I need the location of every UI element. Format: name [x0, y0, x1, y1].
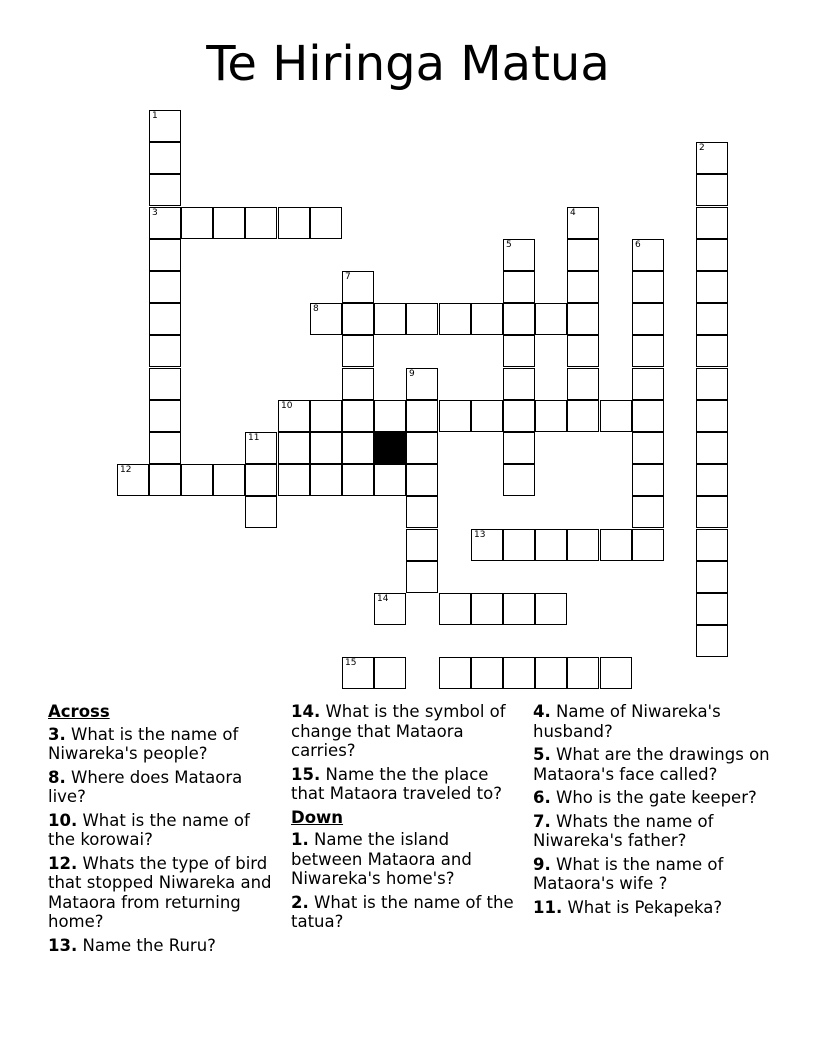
grid-cell[interactable]: [342, 303, 374, 335]
grid-cell[interactable]: [503, 657, 535, 689]
grid-cell[interactable]: [503, 432, 535, 464]
grid-cell[interactable]: [149, 271, 181, 303]
grid-cell[interactable]: [567, 207, 599, 239]
grid-cell[interactable]: [310, 432, 342, 464]
clue-number: 2: [699, 143, 705, 153]
grid-cell[interactable]: [374, 657, 406, 689]
grid-cell[interactable]: [503, 400, 535, 432]
grid-cell[interactable]: [696, 142, 728, 174]
grid-cell[interactable]: [503, 303, 535, 335]
grid-cell[interactable]: [535, 303, 567, 335]
clues-column-3: [533, 702, 773, 921]
grid-cell[interactable]: [696, 625, 728, 657]
grid-cell[interactable]: [149, 110, 181, 142]
clue-across-12: 12. Whats the type of bird that stopped Niwareka and Mataora from returning home?: [48, 853, 272, 931]
grid-cell[interactable]: [535, 593, 567, 625]
grid-cell[interactable]: [696, 174, 728, 206]
grid-cell[interactable]: [696, 207, 728, 239]
clue-down-7: 7. Whats the name of Niwareka's father?: [533, 811, 714, 850]
grid-cell[interactable]: [310, 464, 342, 496]
grid-cell[interactable]: [149, 335, 181, 367]
clue-number: 11: [248, 433, 260, 443]
clue-down-9: 9. What is the name of Mataora's wife ?: [533, 854, 724, 893]
clue-down-5: 5. What are the drawings on Mataora's face called?: [533, 745, 770, 784]
grid-cell[interactable]: [439, 657, 471, 689]
grid-cell[interactable]: [535, 400, 567, 432]
grid-cell[interactable]: [696, 271, 728, 303]
grid-cell[interactable]: [149, 142, 181, 174]
grid-cell[interactable]: [342, 432, 374, 464]
grid-cell[interactable]: [567, 303, 599, 335]
grid-cell[interactable]: [406, 368, 438, 400]
grid-cell[interactable]: [471, 657, 503, 689]
grid-cell[interactable]: [503, 464, 535, 496]
grid-cell[interactable]: [632, 335, 664, 367]
grid-cell[interactable]: [471, 303, 503, 335]
grid-cell[interactable]: [181, 207, 213, 239]
grid-cell[interactable]: [632, 400, 664, 432]
grid-cell[interactable]: [278, 400, 310, 432]
grid-cell[interactable]: [406, 464, 438, 496]
grid-cell[interactable]: [406, 400, 438, 432]
grid-cell[interactable]: [600, 529, 632, 561]
grid-cell[interactable]: [245, 432, 277, 464]
clue-down-4: 4. Name of Niwareka's husband?: [533, 702, 721, 741]
grid-cell[interactable]: [632, 529, 664, 561]
grid-cell[interactable]: [278, 464, 310, 496]
down-heading: Down: [291, 807, 344, 827]
grid-cell[interactable]: [471, 593, 503, 625]
grid-cell[interactable]: [278, 207, 310, 239]
clue-number: 9: [409, 369, 415, 379]
grid-cell[interactable]: [310, 207, 342, 239]
grid-cell[interactable]: [696, 432, 728, 464]
grid-cell[interactable]: [632, 464, 664, 496]
grid-cell[interactable]: [374, 303, 406, 335]
grid-cell[interactable]: [696, 368, 728, 400]
clue-down-6: 6. Who is the gate keeper?: [533, 788, 757, 807]
grid-cell[interactable]: [567, 271, 599, 303]
grid-cell[interactable]: [696, 239, 728, 271]
grid-cell[interactable]: [181, 464, 213, 496]
clues-column-1: [48, 702, 280, 959]
clues-section: [0, 702, 816, 1052]
clue-number: 5: [506, 240, 512, 250]
clue-number: 15: [345, 658, 357, 668]
grid-cell[interactable]: [149, 174, 181, 206]
grid-cell[interactable]: [696, 496, 728, 528]
grid-cell[interactable]: [310, 303, 342, 335]
clue-number: 4: [570, 208, 576, 218]
grid-cell[interactable]: [600, 657, 632, 689]
grid-cell[interactable]: [245, 496, 277, 528]
grid-cell[interactable]: [149, 368, 181, 400]
clue-number: 10: [281, 401, 293, 411]
clue-number: 3: [152, 208, 158, 218]
grid-cell[interactable]: [342, 400, 374, 432]
grid-cell[interactable]: [535, 529, 567, 561]
page-title: Te Hiringa Matua: [206, 36, 610, 92]
grid-cell[interactable]: [149, 464, 181, 496]
grid-cell[interactable]: [567, 400, 599, 432]
grid-cell[interactable]: [149, 432, 181, 464]
clue-number: 14: [377, 594, 389, 604]
grid-cell[interactable]: [439, 303, 471, 335]
grid-cell[interactable]: [374, 593, 406, 625]
clue-number: 12: [120, 465, 132, 475]
grid-cell[interactable]: [278, 432, 310, 464]
grid-cell[interactable]: [696, 303, 728, 335]
grid-cell[interactable]: [503, 368, 535, 400]
grid-cell[interactable]: [245, 464, 277, 496]
grid-cell[interactable]: [149, 207, 181, 239]
grid-cell[interactable]: [439, 593, 471, 625]
grid-cell[interactable]: [342, 368, 374, 400]
grid-cell[interactable]: [696, 561, 728, 593]
grid-cell[interactable]: [406, 303, 438, 335]
grid-cell[interactable]: [374, 464, 406, 496]
grid-cell[interactable]: [310, 400, 342, 432]
grid-block: [374, 432, 406, 464]
clue-across-13: 13. Name the Ruru?: [48, 935, 216, 955]
grid-cell[interactable]: [503, 271, 535, 303]
grid-cell[interactable]: [503, 593, 535, 625]
grid-cell[interactable]: [213, 464, 245, 496]
grid-cell[interactable]: [406, 432, 438, 464]
grid-cell[interactable]: [632, 496, 664, 528]
clue-across-8: 8. Where does Mataora live?: [48, 767, 243, 806]
grid-cell[interactable]: [503, 529, 535, 561]
clue-across-15: 15. Name the the place that Mataora traveled to?: [291, 764, 502, 803]
grid-cell[interactable]: [632, 239, 664, 271]
grid-cell[interactable]: [696, 593, 728, 625]
clue-number: 6: [635, 240, 641, 250]
across-heading: Across: [48, 702, 110, 721]
grid-cell[interactable]: [567, 368, 599, 400]
grid-cell[interactable]: [406, 561, 438, 593]
clues-column-2: [291, 702, 523, 936]
grid-cell[interactable]: [439, 400, 471, 432]
grid-cell[interactable]: [406, 496, 438, 528]
grid-cell[interactable]: [149, 239, 181, 271]
grid-cell[interactable]: [342, 657, 374, 689]
grid-cell[interactable]: [342, 271, 374, 303]
clue-number: 7: [345, 272, 351, 282]
grid-cell[interactable]: [567, 657, 599, 689]
grid-cell[interactable]: [374, 400, 406, 432]
grid-cell[interactable]: [471, 529, 503, 561]
grid-cell[interactable]: [632, 368, 664, 400]
grid-cell[interactable]: [567, 335, 599, 367]
grid-cell[interactable]: [149, 303, 181, 335]
clue-across-10: 10. What is the name of the korowai?: [48, 810, 250, 849]
grid-cell[interactable]: [149, 400, 181, 432]
clue-down-1: 1. Name the island between Mataora and Niwareka's home's?: [291, 830, 472, 888]
grid-cell[interactable]: [406, 529, 438, 561]
grid-cell[interactable]: [696, 529, 728, 561]
clue-across-14: 14. What is the symbol of change that Mataora carries?: [291, 702, 506, 760]
grid-cell[interactable]: [245, 207, 277, 239]
grid-cell[interactable]: [567, 239, 599, 271]
grid-cell[interactable]: [342, 464, 374, 496]
grid-cell[interactable]: [535, 657, 567, 689]
clue-number: 1: [152, 111, 158, 121]
grid-cell[interactable]: [696, 400, 728, 432]
grid-cell[interactable]: [117, 464, 149, 496]
grid-cell[interactable]: [600, 400, 632, 432]
clue-down-11: 11. What is Pekapeka?: [533, 897, 723, 917]
clue-down-2: 2. What is the name of the tatua?: [291, 892, 514, 931]
grid-cell[interactable]: [342, 335, 374, 367]
clue-number: 8: [313, 304, 319, 314]
clue-number: 13: [474, 530, 486, 540]
grid-cell[interactable]: [632, 271, 664, 303]
grid-cell[interactable]: [213, 207, 245, 239]
grid-cell[interactable]: [503, 335, 535, 367]
grid-cell[interactable]: [471, 400, 503, 432]
grid-cell[interactable]: [503, 239, 535, 271]
grid-cell[interactable]: [696, 335, 728, 367]
clue-across-3: 3. What is the name of Niwareka's people?: [48, 724, 239, 763]
grid-cell[interactable]: [567, 529, 599, 561]
grid-cell[interactable]: [632, 303, 664, 335]
grid-cell[interactable]: [632, 432, 664, 464]
grid-cell[interactable]: [696, 464, 728, 496]
